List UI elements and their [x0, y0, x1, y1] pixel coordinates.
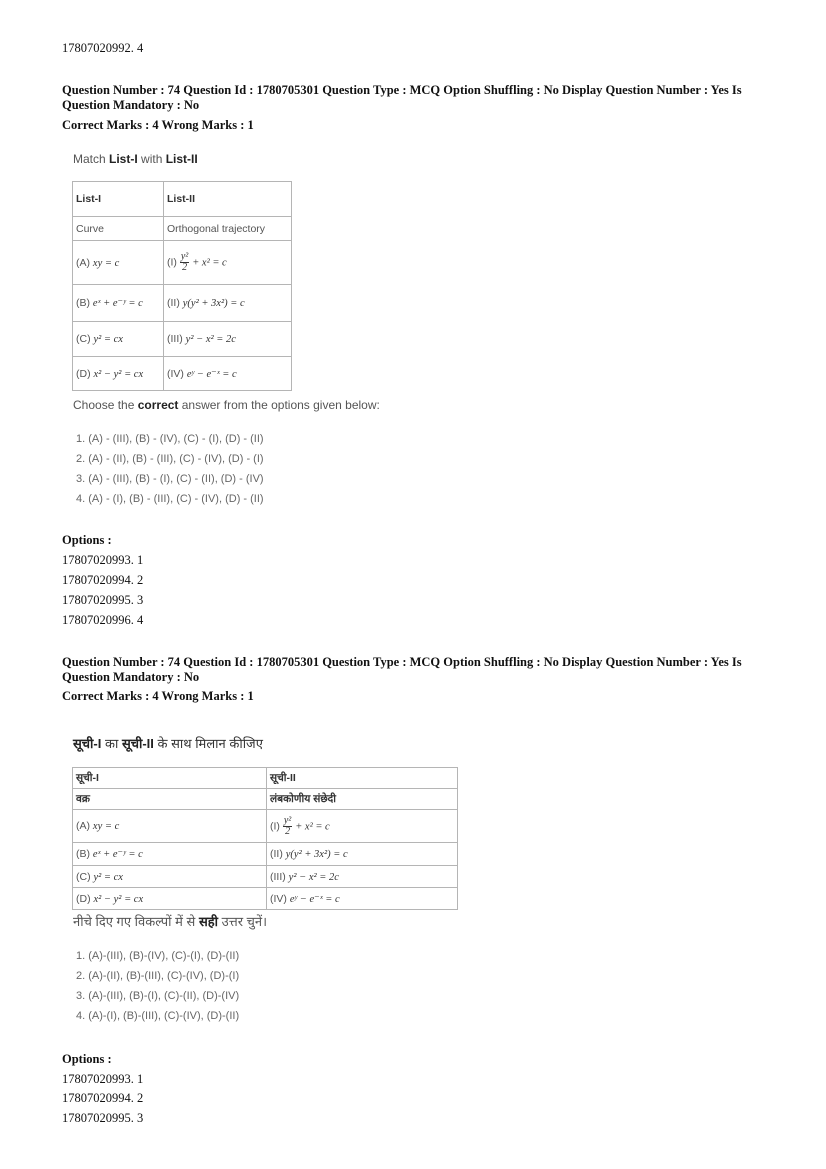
match-instruction: सूची-I का सूची-II के साथ मिलान कीजिए	[73, 736, 263, 751]
marks-line: Correct Marks : 4 Wrong Marks : 1	[62, 689, 254, 703]
table-row	[73, 866, 458, 888]
choose-instruction: नीचे दिए गए विकल्पों में से सही उत्तर चुनें।	[73, 914, 268, 929]
option-item: 17807020995. 3	[62, 1111, 144, 1125]
curve-cell: (A) xy = c	[73, 810, 267, 843]
answer-choice: 2. (A)-(II), (B)-(III), (C)-(IV), (D)-(I)	[76, 970, 240, 982]
answer-choices	[76, 946, 239, 1026]
trajectory-cell: (IV) eʸ − e⁻ˣ = c	[267, 888, 458, 910]
choose-instruction: Choose the correct answer from the options given below:	[73, 398, 380, 412]
option-item: 17807020993. 1	[62, 1072, 144, 1086]
fraction: $\frac{\text{y²}}{2}$	[283, 814, 292, 837]
match-table	[72, 181, 292, 391]
curve-cell: (C) y² = cx	[73, 322, 164, 357]
fraction: $\frac{\text{y²}}{2}$	[180, 251, 189, 273]
table-row	[73, 357, 292, 391]
answer-choice: 1. (A)-(III), (B)-(IV), (C)-(I), (D)-(II)	[76, 950, 240, 962]
marks-line: Correct Marks : 4 Wrong Marks : 1	[62, 118, 254, 132]
answer-choice: 1. (A) - (III), (B) - (IV), (C) - (I), (D) - (II)	[76, 433, 264, 445]
curve-cell: (A) xy = c	[73, 241, 164, 285]
option-line-previous: 17807020992. 4	[62, 41, 144, 55]
subheader-curve: Curve	[73, 217, 164, 241]
option-item: 17807020996. 4	[62, 613, 144, 627]
question-image-hindi	[62, 730, 472, 1030]
subheader-trajectory: Orthogonal trajectory	[164, 217, 292, 241]
curve-cell: (C) y² = cx	[73, 866, 267, 888]
answer-choice: 3. (A) - (III), (B) - (I), (C) - (II), (D) - (IV)	[76, 473, 264, 485]
subheader-curve: वक्र	[73, 789, 267, 810]
answer-choice: 4. (A)-(I), (B)-(III), (C)-(IV), (D)-(II)	[76, 1010, 240, 1022]
curve-cell: (D) x² − y² = cx	[73, 357, 164, 391]
trajectory-cell: (II) y(y² + 3x²) = c	[267, 843, 458, 866]
question-header: Question Number : 74 Question Id : 1780705301 Question Type : MCQ Option Shuffling : No Display Question Number : Yes Is Question Mandatory : No	[62, 83, 742, 112]
match-instruction: Match List-I with List-II	[73, 152, 198, 166]
curve-cell: (D) x² − y² = cx	[73, 888, 267, 910]
answer-choice: 4. (A) - (I), (B) - (III), (C) - (IV), (D) - (II)	[76, 493, 264, 505]
table-row	[73, 843, 458, 866]
column-header-list2: सूची-II	[267, 768, 458, 789]
options-label: Options :	[62, 1052, 112, 1066]
trajectory-cell: (I) $\frac{\text{y²}}{2}$ + x² = c	[164, 241, 292, 285]
curve-cell: (B) eˣ + e⁻ʸ = c	[73, 843, 267, 866]
option-item: 17807020994. 2	[62, 573, 144, 587]
answer-choice: 2. (A) - (II), (B) - (III), (C) - (IV), (D) - (I)	[76, 453, 264, 465]
column-header-list1: सूची-I	[73, 768, 267, 789]
table-row	[73, 241, 292, 285]
question-image-english	[62, 148, 442, 518]
option-item: 17807020993. 1	[62, 553, 144, 567]
answer-choices	[76, 429, 264, 509]
trajectory-cell: (III) y² − x² = 2c	[267, 866, 458, 888]
trajectory-cell: (III) y² − x² = 2c	[164, 322, 292, 357]
column-header-list2: List-II	[164, 182, 292, 217]
answer-choice: 3. (A)-(III), (B)-(I), (C)-(II), (D)-(IV)	[76, 990, 240, 1002]
subheader-trajectory: लंबकोणीय संछेदी	[267, 789, 458, 810]
trajectory-cell: (IV) eʸ − e⁻ˣ = c	[164, 357, 292, 391]
options-label: Options :	[62, 533, 112, 547]
option-item: 17807020995. 3	[62, 593, 144, 607]
option-item: 17807020994. 2	[62, 1091, 144, 1105]
table-row	[73, 810, 458, 843]
table-row	[73, 322, 292, 357]
trajectory-cell: (I) $\frac{\text{y²}}{2}$ + x² = c	[267, 810, 458, 843]
question-header: Question Number : 74 Question Id : 1780705301 Question Type : MCQ Option Shuffling : No Display Question Number : Yes Is Question Mandatory : No	[62, 655, 742, 684]
trajectory-cell: (II) y(y² + 3x²) = c	[164, 285, 292, 322]
table-row	[73, 285, 292, 322]
column-header-list1: List-I	[73, 182, 164, 217]
table-row	[73, 888, 458, 910]
match-table	[72, 767, 458, 910]
curve-cell: (B) eˣ + e⁻ʸ = c	[73, 285, 164, 322]
